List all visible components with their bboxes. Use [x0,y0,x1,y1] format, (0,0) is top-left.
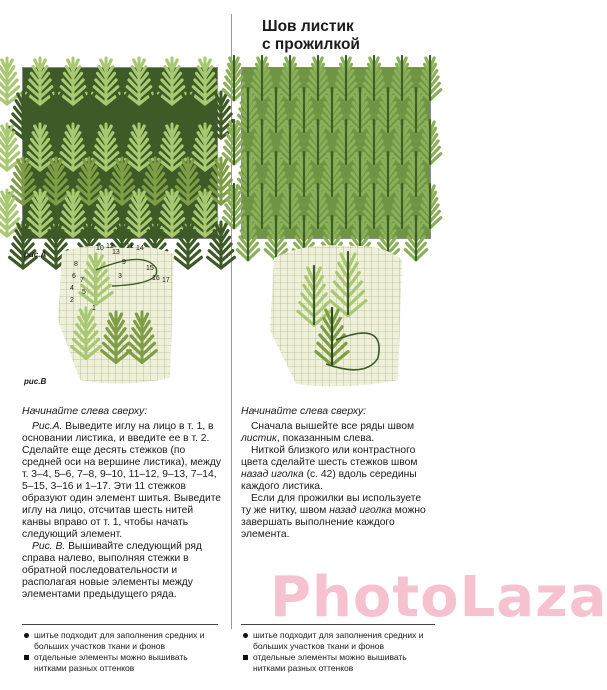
bullet-square-icon [24,655,29,660]
leaf-stitch [307,56,328,100]
leaf-stitch [60,58,87,104]
text-run: , показанным слева. [276,433,375,444]
left-instructions [22,421,222,601]
text-run: Ниткой близкого или контрастного цвета сделайте шесть стежков швом [241,445,418,468]
left-paragraph-b [22,541,222,601]
text-run: (с. 42) вдоль середины каждого листика. [241,469,417,492]
left-heading: Начинайте слева сверху: [22,405,148,417]
stitch-photo-left [22,67,218,239]
text-run: листик [241,433,277,444]
leaf-stitch [192,58,219,104]
left-paragraph-a [22,421,222,541]
footer-note-text: отдельные элементы можно вышивать нитками разных оттенков [253,652,407,673]
text-run: назад иголка [241,469,304,480]
stitch-point-number: 11 [126,243,134,250]
right-paragraph-3 [241,493,433,541]
text-run: Если для прожилки вы используете ту же нитку, швом [241,493,422,516]
stitch-photo-right [241,67,431,239]
leaf-stitch [251,56,272,100]
stitch-point-number: 13 [112,249,120,256]
text-run: Вышивайте следующий ряд справа налево, выполняя стежки в обратной последовательности и располагая новые элементы между элементами предыдущего ряда. [22,541,202,600]
text-run: Рис. В. [32,541,66,552]
stitch-point-number: 4 [70,285,74,292]
right-heading: Начинайте слева сверху: [241,405,367,417]
leaf-stitch [0,58,20,104]
stitch-grid-diagram-right [266,240,406,390]
leaf-stitch [126,58,153,104]
leaf-stitch [0,124,20,170]
leaf-stitch-sample-two-tone [23,68,217,238]
stitch-point-number: 9 [122,259,126,266]
leaf-stitch [419,56,440,100]
stitch-point-number: 7 [80,277,84,284]
leaf-stitch [335,56,356,100]
leaf-stitch [27,58,54,104]
column-divider [231,14,232,629]
bullet-dot-icon [24,633,29,638]
page-title: Шов листик с прожилкой [262,18,360,53]
right-paragraph-1 [241,421,433,445]
footer-notes-left [24,630,220,674]
footer-note [24,652,220,673]
footer-note [24,630,220,651]
right-paragraph-2 [241,445,433,493]
stitch-point-number: 8 [74,261,78,268]
watermark-logo: PhotoLaza [270,565,607,630]
stitch-point-number: 14 [136,245,144,252]
leaf-stitch [159,58,186,104]
leaf-stitch [93,58,120,104]
footer-note-text: шитье подходит для заполнения средних и больших участков ткани и фонов [253,630,424,651]
stitch-point-number: 6 [72,273,76,280]
stitch-point-number: 1 [92,305,96,312]
leaf-stitch [391,56,412,100]
leaf-stitch [0,190,20,236]
text-run: Выведите иглу на лицо в т. 1, в основании листика, и введите ее в т. 2. Сделайте еще десять стежков (по средней оси на вершине листика), между т. 3–4, 5–6, 7–8, 9–10, 11–12, 9–13, 7–14, 5–15, 3–16 и 1–17. Эти 11 стежков образуют один элемент шитья. Выведите иглу на лицо, отсчитав шесть нитей канвы вправо от т. 1, чтобы начать следующий элемент. [22,421,222,540]
stitch-point-number: 12 [106,243,114,250]
bullet-square-icon [243,655,248,660]
stitch-grid-diagram-left [52,240,180,390]
footer-note [243,630,437,651]
right-instructions [241,421,433,541]
text-run: можно завершать выполнение каждого элемента. [241,505,426,540]
stitch-point-number: 3 [118,273,122,280]
stitch-point-number: 17 [162,277,170,284]
stitch-point-number: 15 [146,265,154,272]
stitch-point-number: 10 [96,245,104,252]
diagram-right [266,240,406,395]
leaf-stitch [279,56,300,100]
figure-label-b: рис.В [24,377,47,386]
leaf-stitch [363,56,384,100]
footer-note-text: шитье подходит для заполнения средних и больших участков ткани и фонов [34,630,205,651]
diagram-left [52,240,180,395]
text-run: Сначала вышейте все ряды швом [251,421,415,432]
bullet-dot-icon [243,633,248,638]
footer-rule-left [22,624,218,625]
footer-note-text: отдельные элементы можно вышивать нитками разных оттенков [34,652,188,673]
stitch-point-number: 16 [152,275,160,282]
footer-notes-right [243,630,437,674]
stitch-point-number: 5 [82,289,86,296]
figure-label-a: рис.А [24,250,47,259]
text-run: назад иголка [329,505,392,516]
footer-note [243,652,437,673]
text-run: Рис.А. [32,421,63,432]
leaf-stitch-sample-veined [242,68,430,238]
leaf-stitch [223,56,244,100]
stitch-point-number: 2 [70,297,74,304]
